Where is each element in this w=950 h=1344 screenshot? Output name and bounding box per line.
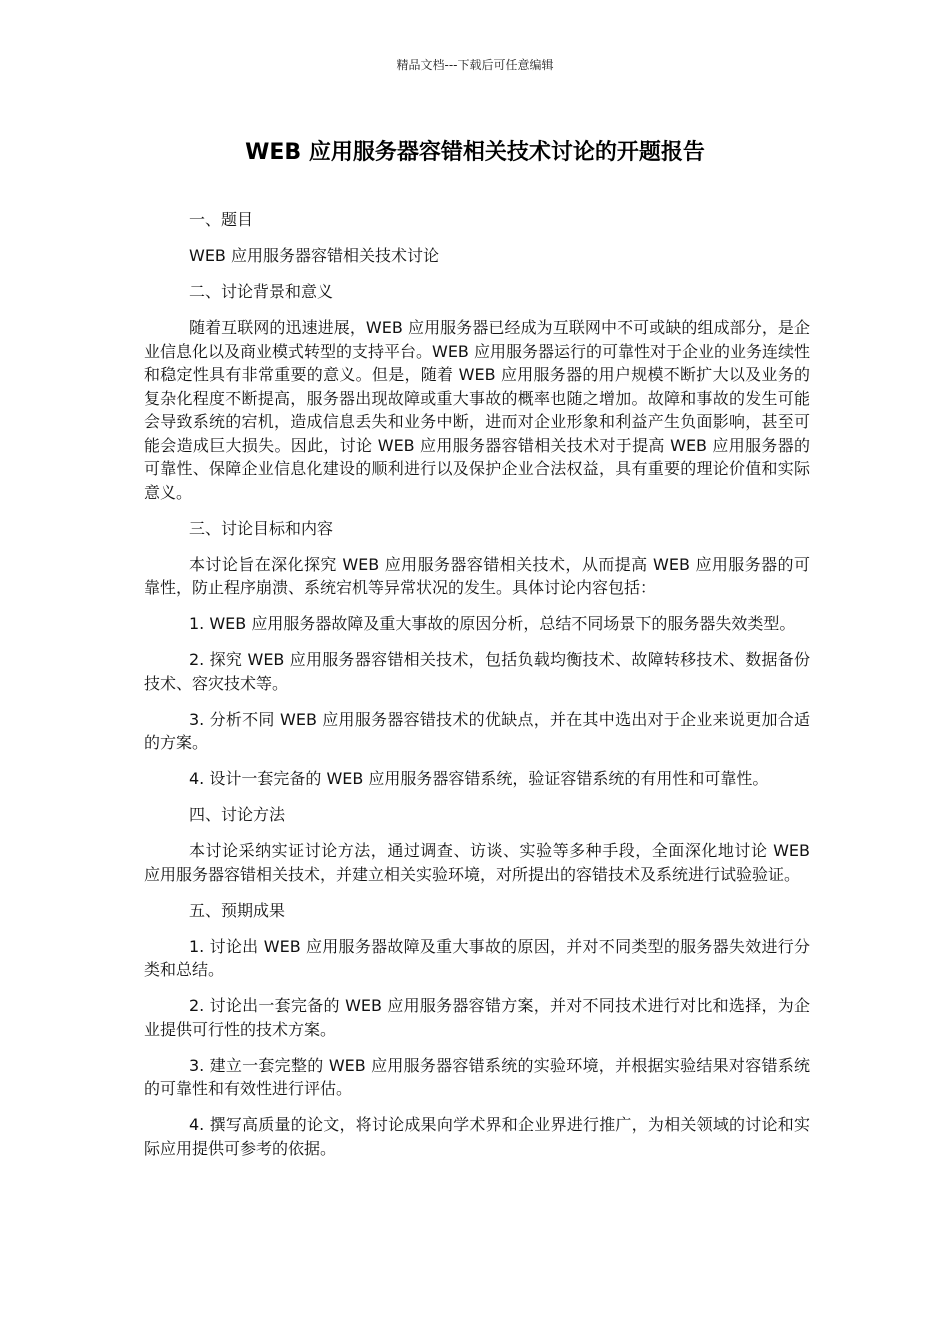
goals-paragraph: 本讨论旨在深化探究 WEB 应用服务器容错相关技术，从而提高 WEB 应用服务器的可靠性，防止程序崩溃、系统宕机等异常状况的发生。具体讨论内容包括： xyxy=(144,554,810,597)
goals-item: 2. 探究 WEB 应用服务器容错相关技术，包括负载均衡技术、故障转移技术、数据备份技术、容灾技术等。 xyxy=(144,650,810,693)
section-heading-methods: 四、讨论方法 xyxy=(189,805,286,824)
goals-item: 3. 分析不同 WEB 应用服务器容错技术的优缺点，并在其中选出对于企业来说更加合适的方案。 xyxy=(144,709,810,752)
section-heading-outcomes: 五、预期成果 xyxy=(189,900,286,920)
section-heading-background: 二、讨论背景和意义 xyxy=(189,282,334,301)
document-title: WEB 应用服务器容错相关技术讨论的开题报告 xyxy=(245,140,705,165)
section-heading-goals: 三、讨论目标和内容 xyxy=(189,518,334,538)
outcomes-item: 2. 讨论出一套完备的 WEB 应用服务器容错方案，并对不同技术进行对比和选择，为企业提供可行性的技术方案。 xyxy=(144,996,810,1039)
page-header: 精品文档---下载后可任意编辑 xyxy=(396,58,554,72)
section-heading-topic: 一、题目 xyxy=(189,210,254,229)
document-body xyxy=(144,208,810,1173)
methods-paragraph: 本讨论采纳实证讨论方法，通过调查、访谈、实验等多种手段，全面深化地讨论 WEB 应用服务器容错相关技术，并建立相关实验环境，对所提出的容错技术及系统进行试验验证。 xyxy=(144,841,810,884)
outcomes-item: 4. 撰写高质量的论文，将讨论成果向学术界和企业界进行推广，为相关领域的讨论和实际应用提供可参考的依据。 xyxy=(144,1115,810,1158)
goals-item: 1. WEB 应用服务器故障及重大事故的原因分析，总结不同场景下的服务器失效类型。 xyxy=(189,614,796,633)
outcomes-item: 1. 讨论出 WEB 应用服务器故障及重大事故的原因，并对不同类型的服务器失效进行分类和总结。 xyxy=(144,936,810,979)
outcomes-item: 3. 建立一套完整的 WEB 应用服务器容错系统的实验环境，并根据实验结果对容错系统的可靠性和有效性进行评估。 xyxy=(144,1055,810,1098)
goals-item: 4. 设计一套完备的 WEB 应用服务器容错系统，验证容错系统的有用性和可靠性。 xyxy=(189,769,769,788)
topic-text: WEB 应用服务器容错相关技术讨论 xyxy=(189,246,439,265)
background-paragraph: 随着互联网的迅速进展，WEB 应用服务器已经成为互联网中不可或缺的组成部分，是企业信息化以及商业模式转型的支持平台。WEB 应用服务器运行的可靠性对于企业的业务连续性和稳定性具有非常重要的意义。但是，随着 WEB 应用服务器的用户规模不断扩大以及业务的复杂化程度不断提高，服务器出现故障或重大事故的概率也随之增加。故障和事故的发生可能会导致系统的宕机，造成信息丢失和业务中断，进而对企业形象和利益产生负面影响，甚至可能会造成巨大损失。因此，讨论 WEB 应用服务器容错相关技术对于提高 WEB 应用服务器的可靠性、保障企业信息化建设的顺利进行以及保护企业合法权益，具有重要的理论价值和实际意义。 xyxy=(144,318,810,502)
